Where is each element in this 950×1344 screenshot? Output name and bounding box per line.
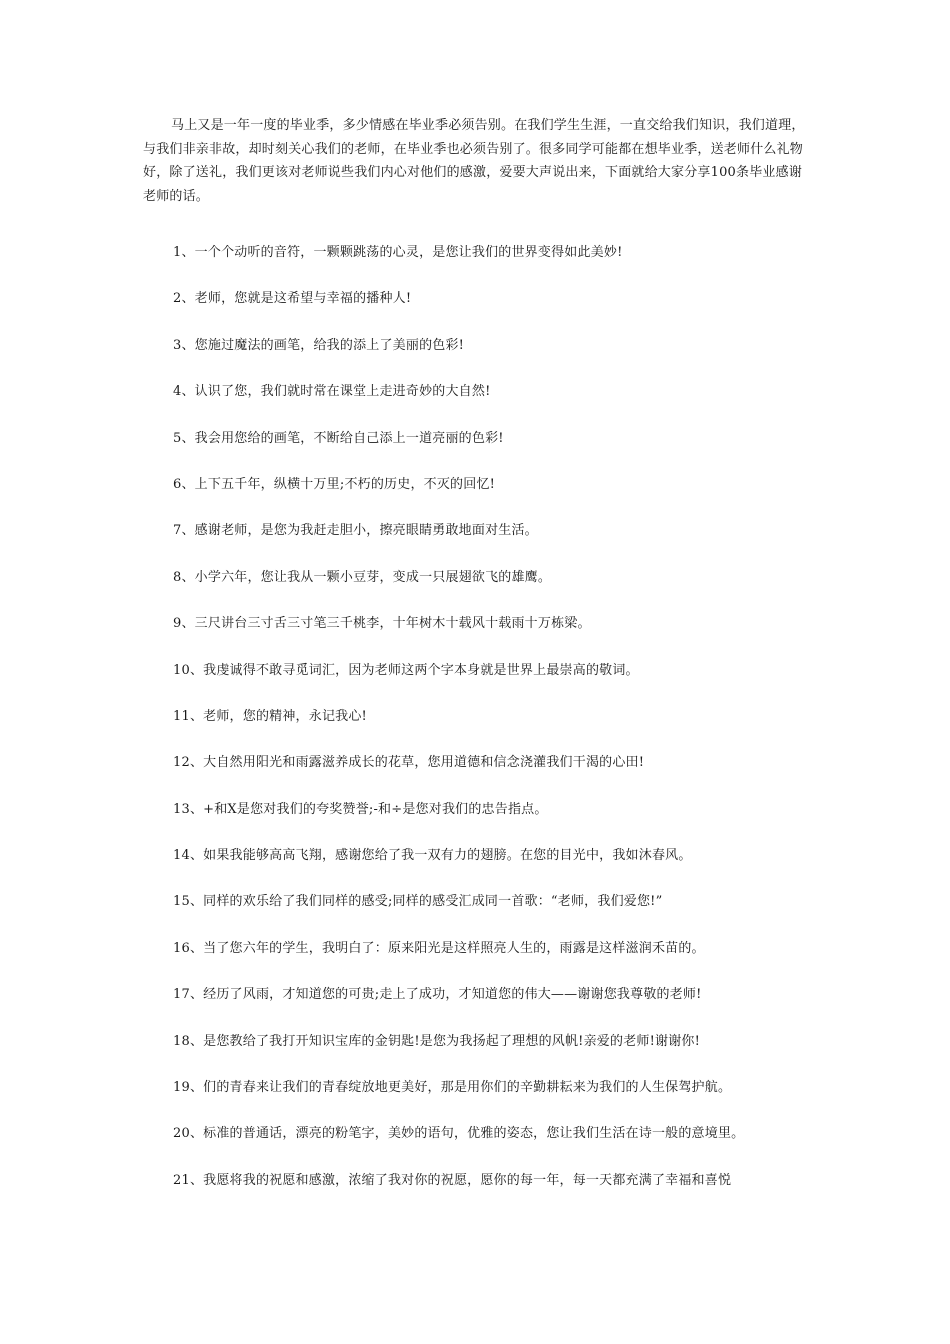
list-item: 10、我虔诚得不敢寻觅词汇，因为老师这两个字本身就是世界上最崇高的敬词。 <box>173 662 639 678</box>
list-item: 11、老师，您的精神，永记我心! <box>173 708 367 724</box>
list-item: 2、老师，您就是这希望与幸福的播种人! <box>173 291 412 307</box>
list-item: 3、您施过魔法的画笔，给我的添上了美丽的色彩! <box>173 337 465 353</box>
list-item: 18、是您教给了我打开知识宝库的金钥匙!是您为我扬起了理想的风帆!亲爱的老师!谢谢你! <box>173 1033 701 1049</box>
message-list <box>173 238 873 1212</box>
list-item: 16、当了您六年的学生，我明白了：原来阳光是这样照亮人生的，雨露是这样滋润禾苗的。 <box>173 940 705 956</box>
list-item: 6、上下五千年，纵横十万里;不朽的历史，不灭的回忆! <box>173 476 496 492</box>
list-item: 15、同样的欢乐给了我们同样的感受;同样的感受汇成同一首歌：“老师，我们爱您!” <box>173 894 663 910</box>
list-item: 13、+和X是您对我们的夸奖赞誉;-和÷是您对我们的忠告指点。 <box>173 801 548 817</box>
list-item: 21、我愿将我的祝愿和感激，浓缩了我对你的祝愿，愿你的每一年，每一天都充满了幸福和喜悦 <box>173 1172 732 1188</box>
list-item: 17、经历了风雨，才知道您的可贵;走上了成功，才知道您的伟大——谢谢您我尊敬的老师! <box>173 987 702 1003</box>
list-item: 12、大自然用阳光和雨露滋养成长的花草，您用道德和信念浇灌我们干渴的心田! <box>173 755 645 771</box>
list-item: 1、一个个动听的音符，一颗颗跳荡的心灵，是您让我们的世界变得如此美妙! <box>173 245 623 260</box>
list-item: 9、三尺讲台三寸舌三寸笔三千桃李，十年树木十载风十载雨十万栋梁。 <box>173 616 591 632</box>
list-item: 8、小学六年，您让我从一颗小豆芽，变成一只展翅欲飞的雄鹰。 <box>173 569 552 585</box>
list-item: 5、我会用您给的画笔，不断给自己添上一道亮丽的色彩! <box>173 430 504 446</box>
list-item: 14、如果我能够高高飞翔，感谢您给了我一双有力的翅膀。在您的目光中，我如沐春风。 <box>173 848 692 864</box>
list-item: 4、认识了您，我们就时常在课堂上走进奇妙的大自然! <box>173 384 491 400</box>
list-item: 19、们的青春来让我们的青春绽放地更美好，那是用你们的辛勤耕耘来为我们的人生保驾护航。 <box>173 1080 732 1096</box>
list-item: 20、标准的普通话，漂亮的粉笔字，美妙的语句，优雅的姿态，您让我们生活在诗一般的意境里。 <box>173 1126 745 1142</box>
intro-paragraph: 马上又是一年一度的毕业季，多少情感在毕业季必须告别。在我们学生生涯，一直交给我们知识，我们道理，与我们非亲非故，却时刻关心我们的老师，在毕业季也必须告别了。很多同学可能都在想毕业季，送老师什么礼物好，除了送礼，我们更该对老师说些我们内心对他们的感激，爱要大声说出来，下面就给大家分享100条毕业感谢老师的话。 <box>143 118 805 204</box>
list-item: 7、感谢老师，是您为我赶走胆小，擦亮眼睛勇敢地面对生活。 <box>173 523 538 539</box>
